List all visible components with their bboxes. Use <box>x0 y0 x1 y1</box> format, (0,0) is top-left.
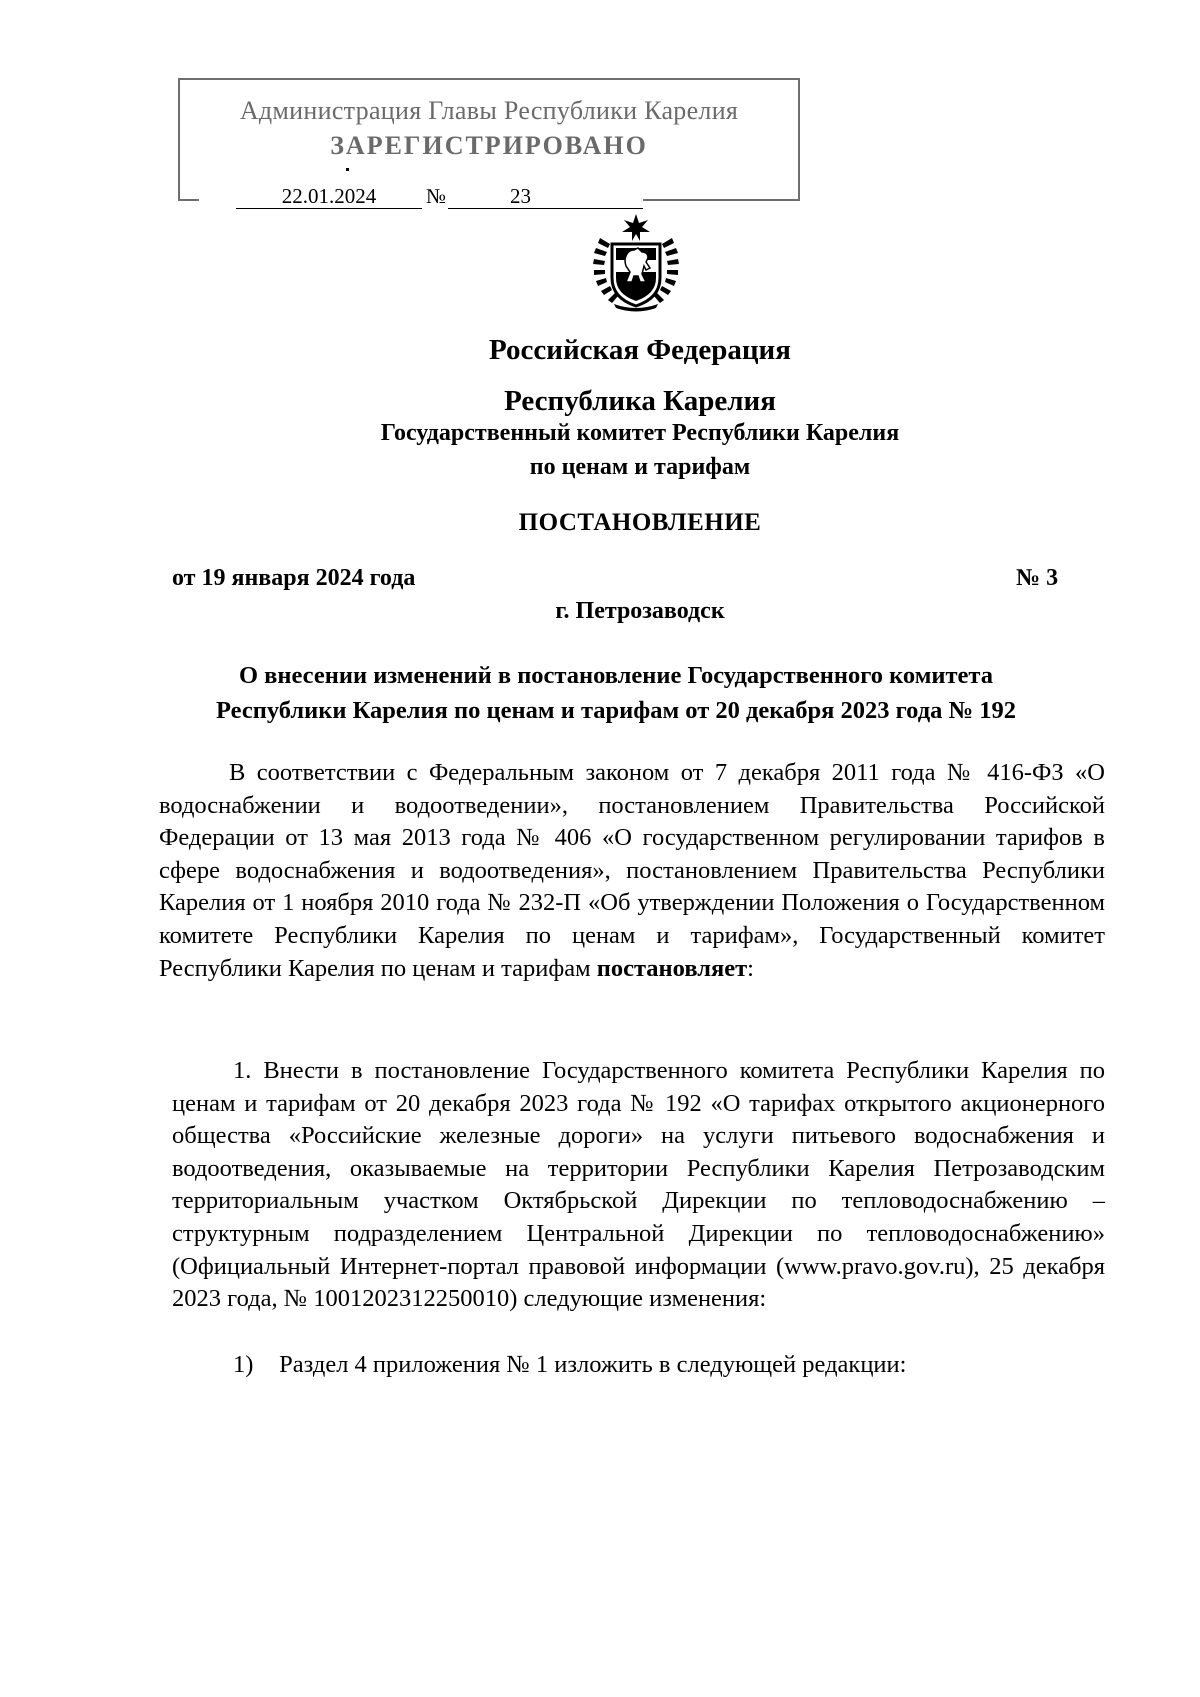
karelia-coat-of-arms-icon <box>590 212 682 312</box>
preamble-text: В соответствии с Федеральным законом от 7 декабря 2011 года № 416-ФЗ «О водоснабжении и водоотведении», постановлением Правительства Российской Федерации от 13 мая 2013 года № 406 «О государственном регулировании тарифов в сфере водоснабжения и водоотведения», постановлением Правительства Республики Карелия от 1 ноября 2010 года № 232-П «Об утверждении Положения о Государственном комитете Республики Карелия по ценам и тарифам», Государственный комитет Республики Карелия по ценам и тарифам <box>159 759 1105 982</box>
stamp-underline-right <box>643 199 800 201</box>
stamp-number: 23 <box>448 184 643 209</box>
stamp-date: 22.01.2024 <box>236 184 422 209</box>
stamp-underline-left <box>178 199 199 201</box>
document-title-line1: О внесении изменений в постановление Государственного комитета <box>238 662 994 689</box>
item-1-text: Внести в постановление Государственного комитета Республики Карелия по ценам и тарифам от 20 декабря 2023 года № 192 «О тарифах открытого акционерного общества «Российские железные дороги» на услуги питьевого водоснабжения и водоотведения, оказываемые на территории Республики Карелия Петрозаводским территориальным участком Октябрьской Дирекции по тепловодоснабжению – структурным подразделением Центральной Дирекции по тепловодоснабжению» (Официальный Интернет-портал правовой информации (www.pravo.gov.ru), 25 декабря 2023 года, № 1001202312250010) следующие изменения: <box>172 1057 1105 1313</box>
header-committee-line2: по ценам и тарифам <box>529 454 751 480</box>
subitem-1-number: 1) <box>233 1351 254 1378</box>
preamble-paragraph <box>159 757 1105 985</box>
document-number: № 3 <box>1016 565 1059 591</box>
stamp-number-sign: № <box>426 184 447 208</box>
stamp-organization: Администрация Главы Республики Карелия <box>239 96 739 125</box>
header-committee-line1: Государственный комитет Республики Карелия <box>380 420 900 446</box>
document-date: от 19 января 2024 года <box>172 565 416 591</box>
document-type: ПОСТАНОВЛЕНИЕ <box>518 509 762 536</box>
subitem-1 <box>233 1349 906 1382</box>
item-1-number: 1. <box>233 1057 252 1084</box>
item-1-paragraph <box>172 1055 1105 1316</box>
subitem-1-text: Раздел 4 приложения № 1 изложить в следующей редакции: <box>279 1351 907 1378</box>
document-title-line2: Республики Карелия по ценам и тарифам от 20 декабря 2023 года № 192 <box>216 697 1016 724</box>
resolves-colon: : <box>747 954 754 982</box>
header-republic: Республика Карелия <box>504 385 776 417</box>
stamp-status: ЗАРЕГИСТРИРОВАНО <box>330 131 648 160</box>
header-federation: Российская Федерация <box>489 334 791 366</box>
resolves-word: постановляет <box>596 954 748 982</box>
document-city: г. Петрозаводск <box>555 598 725 624</box>
stamp-dot <box>346 168 349 171</box>
